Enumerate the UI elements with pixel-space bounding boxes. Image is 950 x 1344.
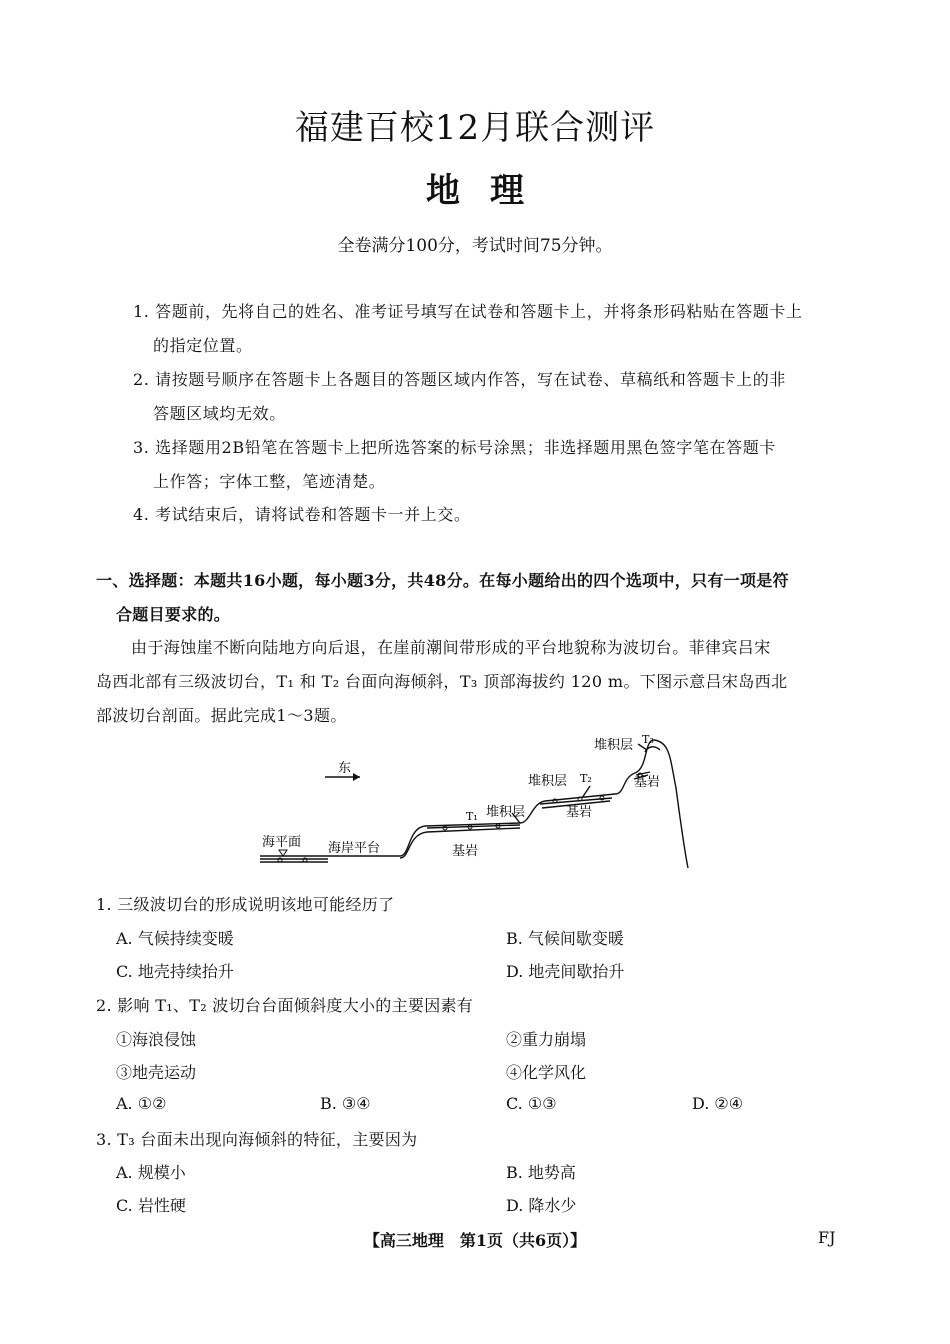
figure-t3-label: T₃ [642,733,654,746]
question-3-option-b[interactable]: B. 地势高 [506,1163,576,1182]
figure-bedrock-label-3: 基岩 [634,775,661,790]
exam-meta: 全卷满分100分，考试时间75分钟。 [337,236,613,256]
figure-deposit-label-1: 堆积层 [486,805,526,820]
question-3-option-c[interactable]: C. 岩性硬 [116,1196,186,1215]
figure-deposit-label-2: 堆积层 [528,774,568,789]
question-2-statement-3: ③地壳运动 [116,1063,197,1082]
figure-t2-label: T₂ [580,772,592,785]
section-heading-line-1: 一、选择题：本题共16小题，每小题3分，共48分。在每小题给出的四个选项中，只有一项是符 [96,571,789,590]
subject-title: 地理 [426,171,554,211]
note-3-line-1: 3. 选择题用2B铅笔在答题卡上把所选答案的标号涂黑；非选择题用黑色签字笔在答题卡 [133,438,776,457]
figure-bedrock-label-1: 基岩 [452,844,479,859]
page-title: 福建百校12月联合测评 [294,108,656,148]
question-1-option-a[interactable]: A. 气候持续变暖 [116,929,234,948]
passage-line-3: 部波切台剖面。据此完成1～3题。 [96,706,347,725]
note-3-line-2: 上作答；字体工整，笔迹清楚。 [153,472,386,491]
figure-coastal-platform-label: 海岸平台 [328,841,381,856]
question-2-option-b[interactable]: B. ③④ [320,1094,371,1113]
figure-t1-label: T₁ [466,810,478,823]
note-1-line-2: 的指定位置。 [153,336,253,355]
question-1-option-d[interactable]: D. 地壳间歇抬升 [506,962,625,981]
note-1-line-1: 1. 答题前，先将自己的姓名、准考证号填写在试卷和答题卡上，并将条形码粘贴在答题卡上 [133,302,803,321]
passage-line-1: 由于海蚀崖不断向陆地方向后退，在崖前潮间带形成的平台地貌称为波切台。菲律宾吕宋 [131,638,771,657]
note-4-line-1: 4. 考试结束后，请将试卷和答题卡一并上交。 [133,505,471,524]
wave-cut-platform-figure [250,728,700,878]
figure-direction-label: 东 [338,761,352,776]
question-3-stem: 3. T₃ 台面未出现向海倾斜的特征，主要因为 [96,1130,418,1149]
passage-line-2: 岛西北部有三级波切台，T₁ 和 T₂ 台面向海倾斜，T₃ 顶部海拔约 120 m。下图示意吕宋岛西北 [96,672,788,691]
region-code: FJ [818,1228,836,1247]
page-footer: 【高三地理 第1页（共6页）】 [363,1231,587,1250]
figure-bedrock-label-2: 基岩 [566,805,593,820]
question-3-option-d[interactable]: D. 降水少 [506,1196,577,1215]
question-2-statement-1: ①海浪侵蚀 [116,1030,197,1049]
note-2-line-1: 2. 请按题号顺序在答题卡上各题目的答题区域内作答，写在试卷、草稿纸和答题卡上的非 [133,370,786,389]
note-2-line-2: 答题区域均无效。 [153,404,286,423]
question-2-stem: 2. 影响 T₁、T₂ 波切台台面倾斜度大小的主要因素有 [96,996,474,1015]
question-2-option-a[interactable]: A. ①② [116,1094,167,1113]
question-1-option-b[interactable]: B. 气候间歇变暖 [506,929,624,948]
figure-sea-level-label: 海平面 [262,835,302,850]
question-1-option-c[interactable]: C. 地壳持续抬升 [116,962,234,981]
question-2-option-d[interactable]: D. ②④ [692,1094,744,1113]
section-heading-line-2: 合题目要求的。 [116,605,231,624]
question-2-option-c[interactable]: C. ①③ [506,1094,557,1113]
question-2-statement-2: ②重力崩塌 [506,1030,587,1049]
question-2-statement-4: ④化学风化 [506,1063,587,1082]
figure-deposit-label-3: 堆积层 [594,738,634,753]
question-3-option-a[interactable]: A. 规模小 [116,1163,186,1182]
question-1-stem: 1. 三级波切台的形成说明该地可能经历了 [96,895,395,914]
